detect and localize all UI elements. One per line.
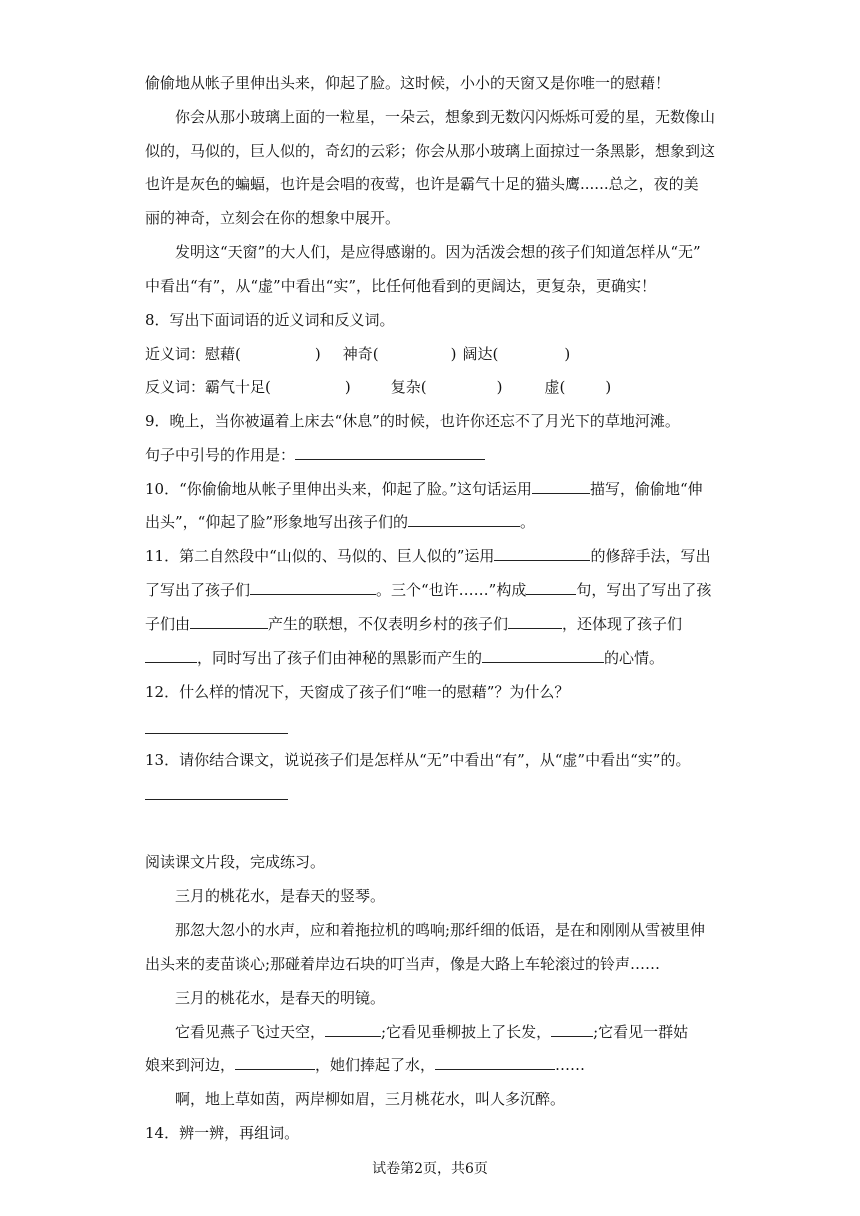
answer-blank[interactable] xyxy=(526,580,576,595)
synonym-label: 近义词： xyxy=(145,345,206,363)
passage-line-with-blanks xyxy=(175,1022,688,1042)
answer-blank[interactable] xyxy=(482,648,604,663)
answer-blank[interactable] xyxy=(295,445,485,460)
question-11-text: 句，写出了写出了孩 xyxy=(576,581,712,599)
question-11-text: 了写出了孩子们 xyxy=(145,581,251,599)
antonym-label: 反义词： xyxy=(145,378,206,396)
question-9-prompt xyxy=(145,445,485,465)
question-8-title: 8．写出下面词语的近义词和反义词。 xyxy=(145,311,395,329)
word-ba-qi-shi-zu: 霸气十足( xyxy=(205,378,271,396)
passage-line: 出头来的麦苗谈心;那碰着岸边石块的叮当声，像是大路上车轮滚过的铃声…… xyxy=(145,955,661,973)
passage-line: 那忽大忽小的水声，应和着拖拉机的鸣响;那纤细的低语，是在和刚刚从雪被里伸 xyxy=(175,921,706,939)
paren-close: ) xyxy=(450,345,457,363)
question-11-line3 xyxy=(145,614,682,634)
answer-blank[interactable] xyxy=(250,580,376,595)
question-11-text: ，同时写出了孩子们由神秘的黑影而产生的 xyxy=(197,649,483,667)
answer-blank[interactable] xyxy=(435,1055,555,1070)
passage-text: …… xyxy=(555,1056,586,1074)
question-9-label: 句子中引号的作用是： xyxy=(145,446,296,464)
question-11-text: 。三个“也许……”构成 xyxy=(376,581,527,599)
answer-line[interactable] xyxy=(145,799,288,800)
answer-blank[interactable] xyxy=(508,614,562,629)
passage-line: 发明这“天窗”的大人们，是应得感谢的。因为活泼会想的孩子们知道怎样从“无” xyxy=(175,243,701,261)
answer-blank[interactable] xyxy=(235,1055,315,1070)
paren-close: ) xyxy=(496,378,503,396)
question-10-text: 描写，偷偷地“伸 xyxy=(589,480,703,498)
passage-line: 中看出“有”，从“虚”中看出“实”，比任何他看到的更阔达，更复杂，更确实！ xyxy=(145,277,657,295)
paren-close: ) xyxy=(564,345,571,363)
answer-blank[interactable] xyxy=(190,614,268,629)
passage-text: 娘来到河边， xyxy=(145,1056,236,1074)
question-11-line1 xyxy=(145,546,710,566)
page-footer: 试卷第2页，共6页 xyxy=(372,1161,488,1177)
word-shen-qi: 神奇( xyxy=(342,345,379,363)
question-8-antonyms xyxy=(145,377,611,397)
passage-line: 也许是灰色的蝙蝠，也许是会唱的夜莺，也许是霸气十足的猫头鹰......总之，夜的美 xyxy=(145,175,699,193)
question-11-text: 11．第二自然段中“山似的、马似的、巨人似的”运用 xyxy=(145,547,495,565)
answer-blank[interactable] xyxy=(408,512,520,527)
word-xu: 虚( xyxy=(544,378,566,396)
question-11-text: 产生的联想，不仅表明乡村的孩子们 xyxy=(268,615,509,633)
answer-blank[interactable] xyxy=(494,546,590,561)
answer-line[interactable] xyxy=(145,733,288,734)
word-wei-jie: 慰藉( xyxy=(205,345,241,363)
section-intro: 阅读课文片段，完成练习。 xyxy=(145,853,326,871)
question-14: 14．辨一辨，再组词。 xyxy=(145,1124,300,1142)
question-12: 12．什么样的情况下，天窗成了孩子们“唯一的慰藉”？为什么？ xyxy=(145,683,570,701)
word-kuo-da: 阔达( xyxy=(462,345,499,363)
paren-close: ) xyxy=(314,345,321,363)
passage-line: 三月的桃花水，是春天的竖琴。 xyxy=(175,887,386,905)
paren-close: ) xyxy=(344,378,351,396)
passage-line-with-blanks xyxy=(145,1055,585,1075)
question-11-text: ，还体现了孩子们 xyxy=(562,615,683,633)
passage-text: ;它看见垂柳披上了长发， xyxy=(381,1023,552,1041)
passage-text: ;它看见一群姑 xyxy=(593,1023,689,1041)
word-fu-za: 复杂( xyxy=(390,378,427,396)
passage-text: ，她们捧起了水， xyxy=(315,1056,436,1074)
question-13: 13．请你结合课文，说说孩子们是怎样从“无”中看出“有”，从“虚”中看出“实”的。 xyxy=(145,751,691,769)
answer-blank[interactable] xyxy=(145,648,197,663)
passage-text: 它看见燕子飞过天空， xyxy=(175,1023,326,1041)
question-11-line4 xyxy=(145,648,664,668)
passage-line: 啊，地上草如茵，两岸柳如眉，三月桃花水，叫人多沉醉。 xyxy=(175,1090,566,1108)
question-8-synonyms xyxy=(145,344,570,364)
passage-line: 三月的桃花水，是春天的明镜。 xyxy=(175,989,386,1007)
question-10-line2 xyxy=(145,512,535,532)
passage-line: 丽的神奇，立刻会在你的想象中展开。 xyxy=(145,209,401,227)
paren-close: ) xyxy=(605,378,612,396)
question-11-line2 xyxy=(145,580,711,600)
passage-line: 似的，马似的，巨人似的，奇幻的云彩；你会从那小玻璃上面掠过一条黑影，想象到这 xyxy=(145,142,716,160)
question-11-text: 的心情。 xyxy=(604,649,665,667)
question-9: 9．晚上，当你被逼着上床去“休息”的时候，也许你还忘不了月光下的草地河滩。 xyxy=(145,412,680,430)
question-11-text: 的修辞手法，写出 xyxy=(590,547,711,565)
answer-blank[interactable] xyxy=(551,1022,593,1037)
question-10-text: 出头”，“仰起了脸”形象地写出孩子们的 xyxy=(145,513,409,531)
passage-line: 偷偷地从帐子里伸出头来，仰起了脸。这时候，小小的天窗又是你唯一的慰藉！ xyxy=(145,74,671,92)
answer-blank[interactable] xyxy=(532,479,590,494)
question-10-text: 10．“你偷偷地从帐子里伸出头来，仰起了脸。”这句话运用 xyxy=(145,480,532,498)
passage-line: 你会从那小玻璃上面的一粒星，一朵云，想象到无数闪闪烁烁可爱的星，无数像山 xyxy=(175,108,716,126)
answer-blank[interactable] xyxy=(325,1022,381,1037)
question-10-text: 。 xyxy=(520,513,536,531)
question-11-text: 子们由 xyxy=(145,615,191,633)
question-10-line1 xyxy=(145,479,703,499)
